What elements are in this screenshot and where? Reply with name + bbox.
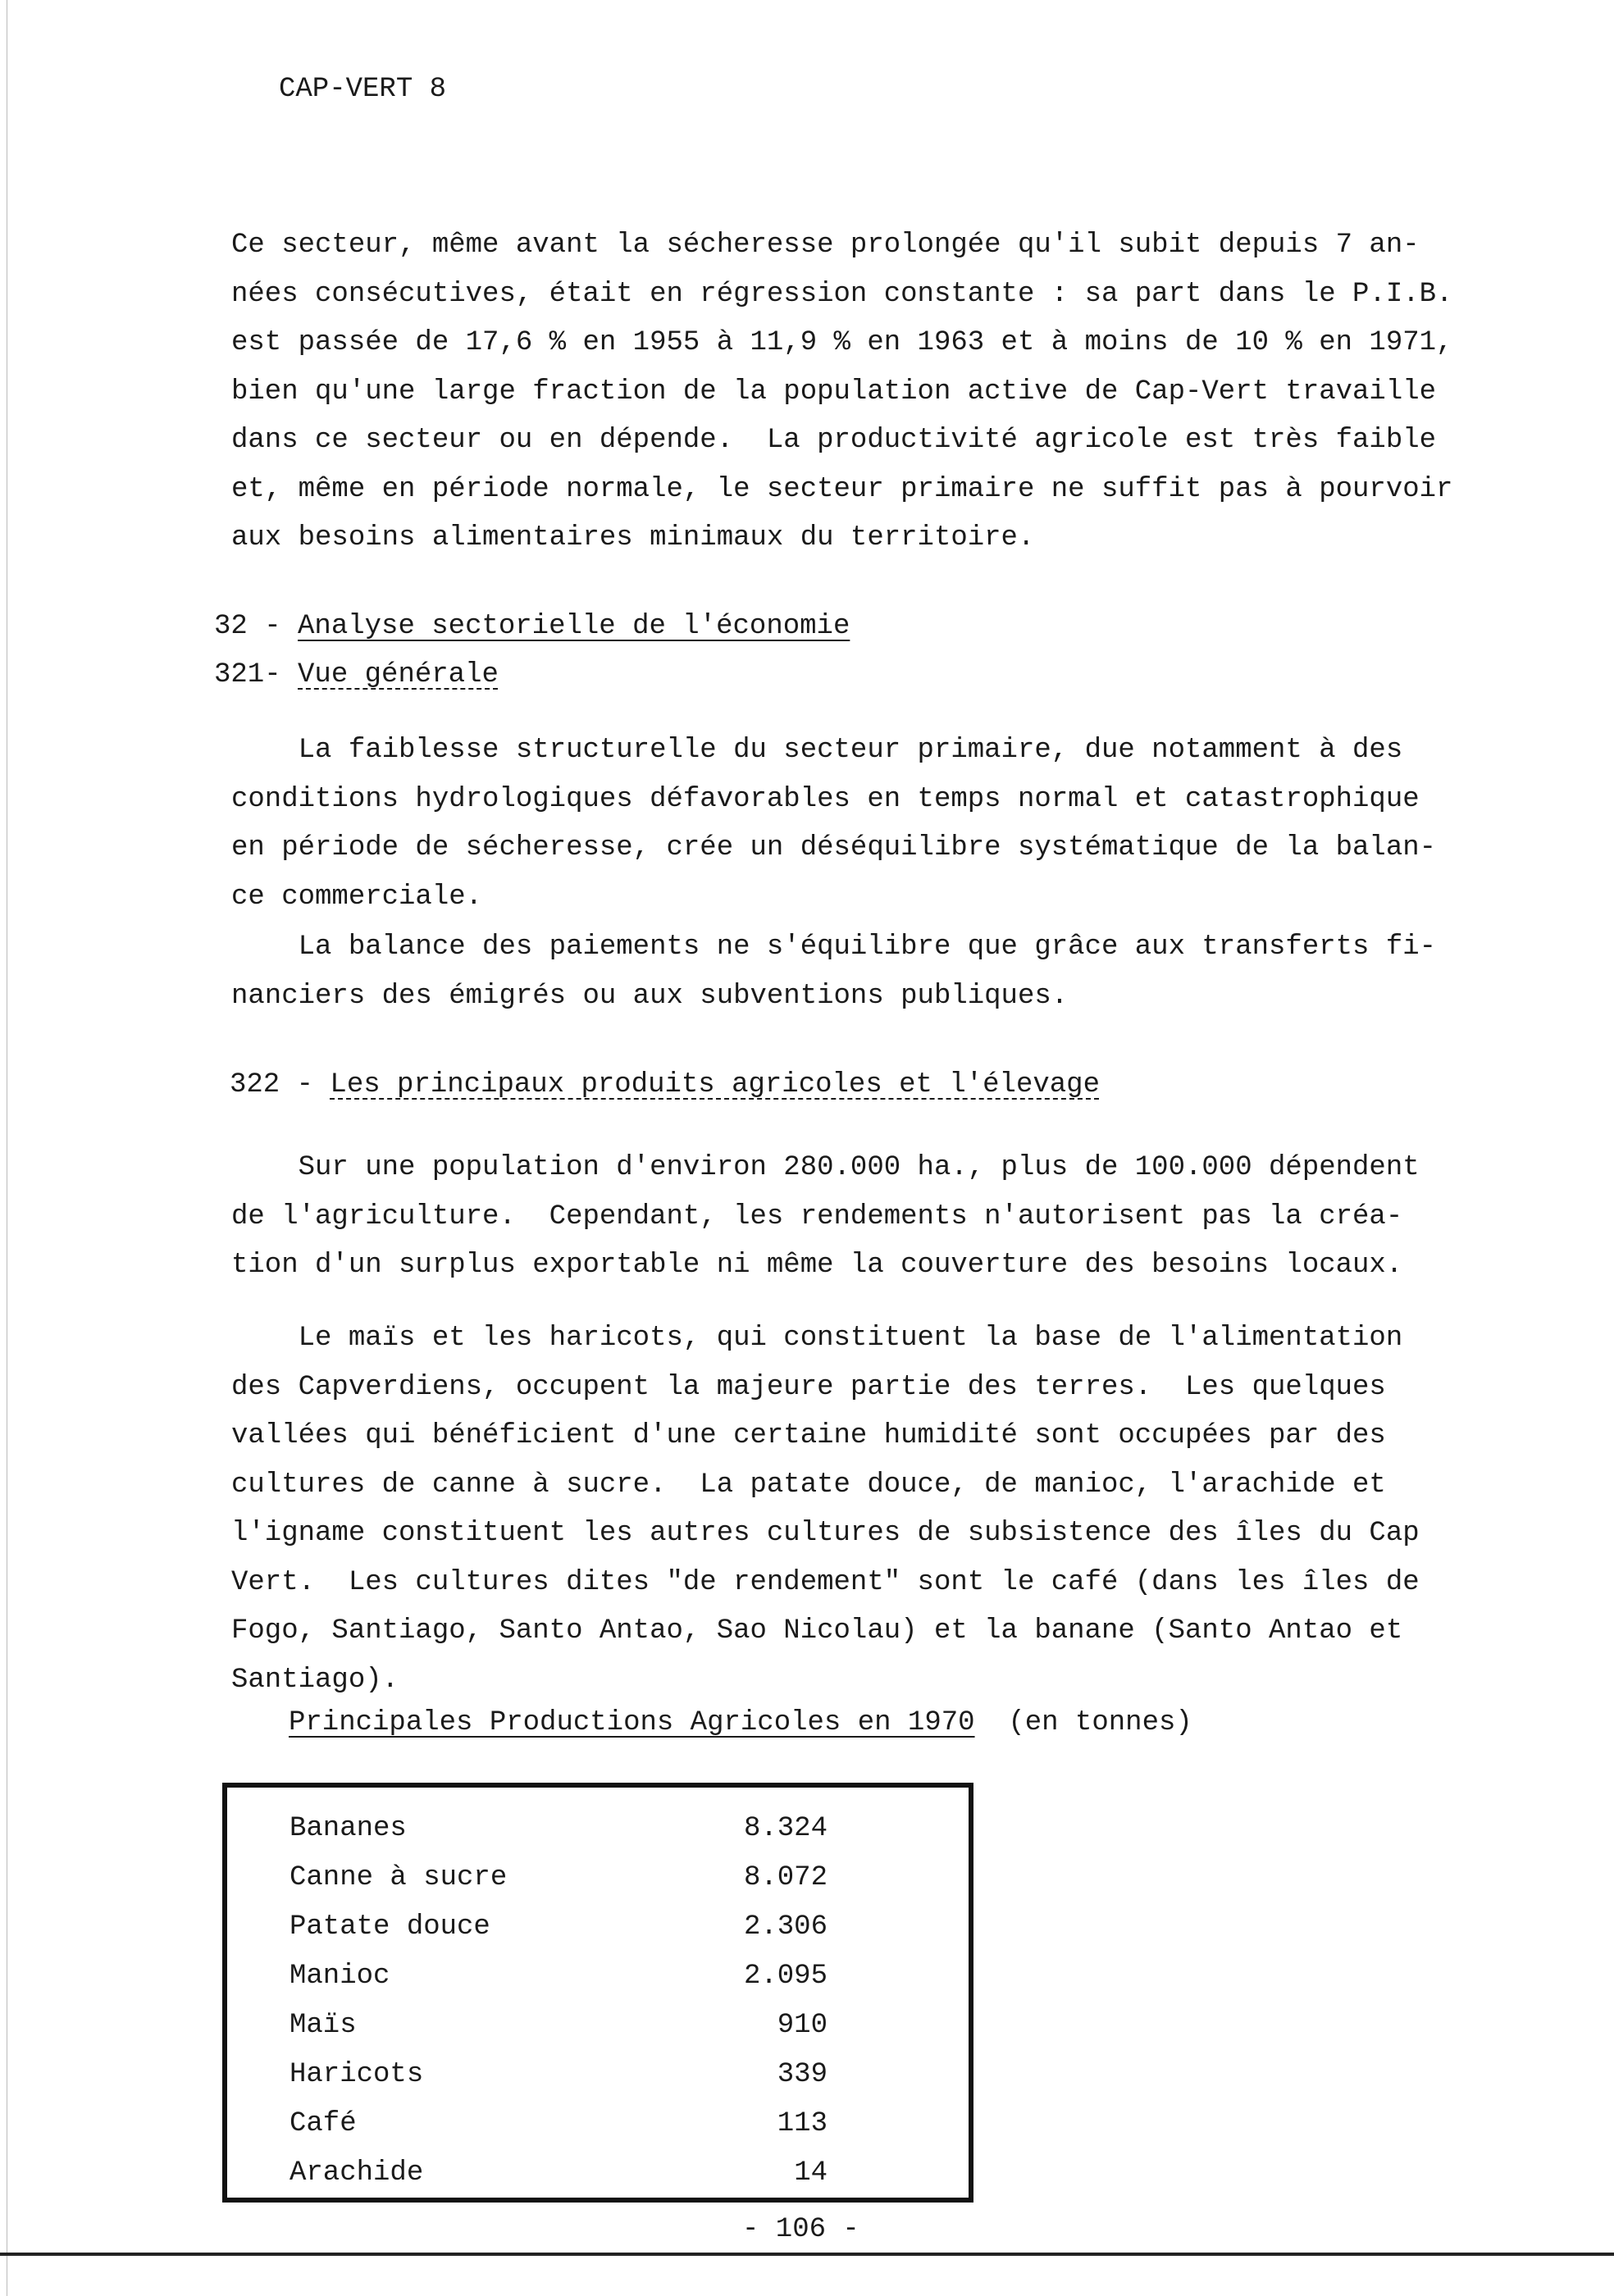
paragraph-321-b — [231, 923, 1436, 1021]
text-line: des Capverdiens, occupent la majeure partie des terres. Les quelques — [231, 1371, 1386, 1403]
text-line: tion d'un surplus exportable ni même la couverture des besoins locaux. — [231, 1250, 1403, 1281]
crop-name: Manioc — [290, 1961, 390, 1992]
section-number: 321- — [214, 659, 299, 690]
table-row — [227, 1804, 969, 1853]
table-title: Principales Productions Agricoles en 1970 — [289, 1707, 975, 1738]
text-line: conditions hydrologiques défavorables en temps normal et catastrophique — [231, 783, 1420, 815]
crop-tonnage: 2.095 — [743, 1961, 828, 1992]
text-line: Vert. Les cultures dites "de rendement" sont le café (dans les îles de — [231, 1566, 1420, 1598]
bottom-rule — [0, 2253, 1614, 2256]
text-line: nées consécutives, était en régression constante : sa part dans le P.I.B. — [231, 278, 1453, 310]
section-title: Analyse sectorielle de l'économie — [298, 611, 850, 642]
crop-name: Patate douce — [290, 1911, 490, 1943]
text-line: en période de sécheresse, crée un déséquilibre systématique de la balan- — [231, 832, 1437, 863]
intro-paragraph — [231, 221, 1452, 563]
section-title: Vue générale — [298, 659, 499, 690]
text-line: bien qu'une large fraction de la population active de Cap-Vert travaille — [231, 376, 1437, 408]
table-row — [227, 2050, 969, 2099]
section-321-heading — [214, 659, 499, 690]
crop-tonnage: 339 — [777, 2059, 828, 2090]
table-row — [227, 2001, 969, 2050]
table-unit: (en tonnes) — [1008, 1707, 1192, 1738]
text-line: nanciers des émigrés ou aux subventions publiques. — [231, 980, 1069, 1012]
paragraph-321-a — [231, 727, 1436, 922]
section-number: 32 - — [214, 611, 299, 642]
table-row — [227, 1853, 969, 1902]
paragraph-322-b — [231, 1314, 1420, 1705]
text-line: La faiblesse structurelle du secteur primaire, due notamment à des — [231, 735, 1403, 766]
table-row — [227, 1902, 969, 1952]
table-row — [227, 2148, 969, 2198]
section-number: 322 - — [230, 1069, 331, 1100]
crop-name: Canne à sucre — [290, 1862, 508, 1893]
crop-name: Arachide — [290, 2157, 424, 2189]
paragraph-322-a — [231, 1144, 1420, 1291]
crop-tonnage: 2.306 — [743, 1911, 828, 1943]
table-caption — [289, 1707, 1192, 1738]
crop-tonnage: 14 — [794, 2157, 828, 2189]
page-header: CAP-VERT 8 — [279, 74, 447, 105]
table-row — [227, 2099, 969, 2148]
text-line: Ce secteur, même avant la sécheresse prolongée qu'il subit depuis 7 an- — [231, 230, 1420, 261]
crop-name: Maïs — [290, 2010, 357, 2041]
text-line: dans ce secteur ou en dépende. La productivité agricole est très faible — [231, 425, 1437, 456]
page-number: - 106 - — [742, 2214, 859, 2245]
text-line: Sur une population d'environ 280.000 ha., plus de 100.000 dépendent — [231, 1152, 1420, 1183]
text-line: La balance des paiements ne s'équilibre que grâce aux transferts fi- — [231, 932, 1437, 963]
text-line: Le maïs et les haricots, qui constituent la base de l'alimentation — [231, 1323, 1403, 1354]
section-322-heading — [230, 1069, 1100, 1100]
text-line: ce commerciale. — [231, 881, 483, 913]
text-line: cultures de canne à sucre. La patate douce, de manioc, l'arachide et — [231, 1469, 1386, 1501]
text-line: Fogo, Santiago, Santo Antao, Sao Nicolau) et la banane (Santo Antao et — [231, 1615, 1403, 1647]
crop-tonnage: 8.072 — [743, 1862, 828, 1893]
crop-name: Haricots — [290, 2059, 424, 2090]
crop-tonnage: 113 — [777, 2108, 828, 2139]
text-line: aux besoins alimentaires minimaux du territoire. — [231, 522, 1035, 554]
text-line: l'igname constituent les autres cultures de subsistence des îles du Cap — [231, 1518, 1420, 1549]
table-row — [227, 1952, 969, 2001]
text-line: est passée de 17,6 % en 1955 à 11,9 % en 1963 et à moins de 10 % en 1971, — [231, 327, 1453, 358]
section-title: Les principaux produits agricoles et l'élevage — [330, 1069, 1100, 1100]
section-32-heading — [214, 611, 850, 642]
text-line: de l'agriculture. Cependant, les rendements n'autorisent pas la créa- — [231, 1200, 1403, 1232]
crop-name: Café — [290, 2108, 357, 2139]
crop-tonnage: 8.324 — [743, 1813, 828, 1844]
text-line: Santiago). — [231, 1664, 399, 1696]
text-line: et, même en période normale, le secteur primaire ne suffit pas à pourvoir — [231, 473, 1453, 505]
text-line: vallées qui bénéficient d'une certaine humidité sont occupées par des — [231, 1420, 1386, 1451]
crop-name: Bananes — [290, 1813, 407, 1844]
production-table — [222, 1783, 973, 2203]
crop-tonnage: 910 — [777, 2010, 828, 2041]
